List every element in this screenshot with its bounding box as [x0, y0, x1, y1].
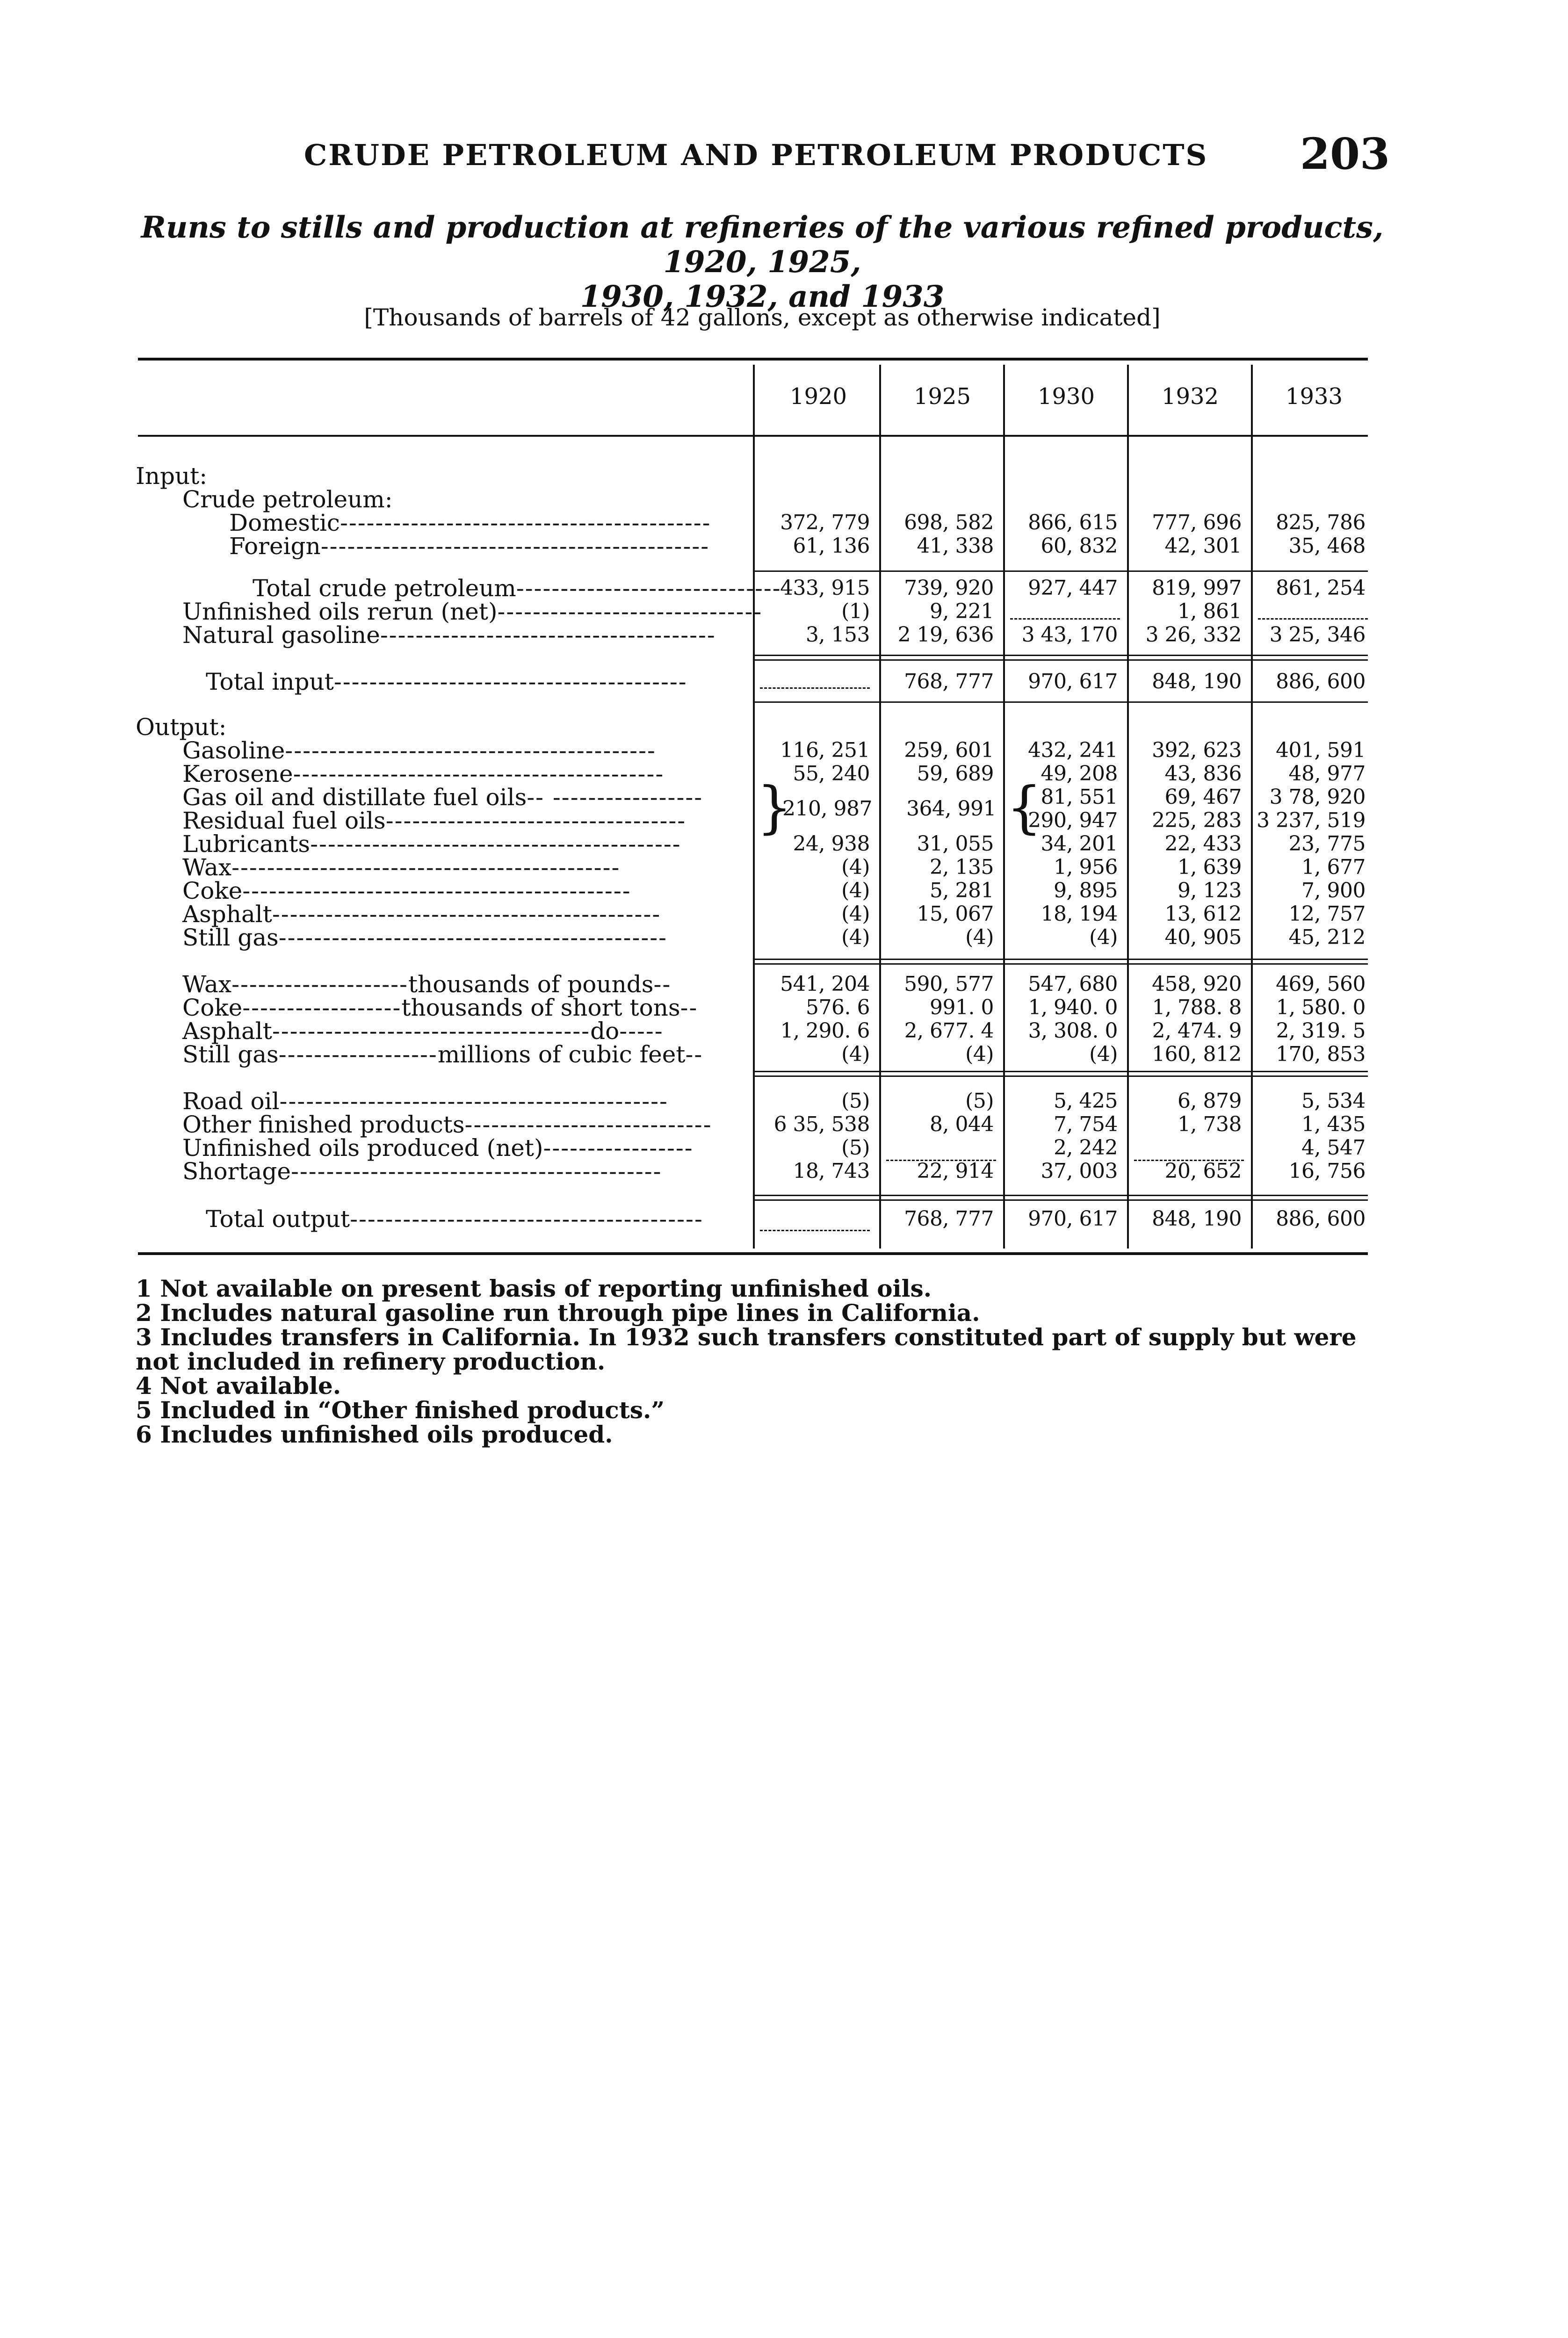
- row-label: Output:: [136, 714, 227, 741]
- row-label: Crude petroleum:: [182, 486, 393, 513]
- row-label-text: Coke: [182, 877, 243, 904]
- table-cell: 45, 212: [1288, 925, 1366, 949]
- table-cell: 61, 136: [793, 534, 870, 558]
- group-rule: [753, 659, 1368, 661]
- table-cell: 290, 947: [1028, 808, 1118, 832]
- table-cell: 1, 956: [1054, 855, 1118, 879]
- row-label: Still gas--------------------------------------------: [182, 924, 668, 951]
- table-cell: 698, 582: [904, 511, 994, 534]
- group-rule: [753, 1071, 1368, 1072]
- table-caption: [136, 210, 1389, 314]
- row-label: Unfinished oils produced (net)-----------------: [182, 1134, 694, 1162]
- table-cell: 55, 240: [793, 762, 870, 786]
- group-rule: [753, 1199, 1368, 1201]
- brace-icon: }: [757, 775, 793, 840]
- row-unit: thousands of pounds: [408, 971, 654, 998]
- row-label-text: Gasoline: [182, 737, 285, 764]
- table-cell: 5, 281: [930, 879, 994, 902]
- row-label: Total input----------------------------------------: [206, 668, 687, 695]
- table-cell: (4): [1089, 1042, 1118, 1066]
- row-label: Still gas------------------millions of cubic feet--: [182, 1041, 703, 1068]
- table-cell: 16, 756: [1288, 1159, 1366, 1183]
- table-cell: 970, 617: [1028, 670, 1118, 693]
- table-cell: (5): [841, 1136, 870, 1160]
- col-separator: [1251, 365, 1253, 1248]
- group-rule: [753, 963, 1368, 965]
- row-label: Gasoline------------------------------------------: [182, 737, 656, 764]
- table-cell: 116, 251: [780, 738, 870, 762]
- table-cell: 3, 153: [806, 623, 870, 647]
- group-rule: [753, 1195, 1368, 1196]
- row-label: Input:: [136, 462, 208, 490]
- table-cell: 4, 547: [1301, 1136, 1366, 1160]
- empty-cell-dash: [1010, 618, 1120, 620]
- table-cell: 37, 003: [1041, 1159, 1118, 1183]
- table-cell: 2 19, 636: [897, 623, 994, 647]
- row-label: Wax--------------------thousands of pounds--: [182, 971, 672, 998]
- empty-cell-dash: [760, 1230, 870, 1231]
- table-cell: 2, 242: [1054, 1136, 1118, 1160]
- table-cell: 49, 208: [1041, 762, 1118, 786]
- table-cell: (5): [965, 1089, 994, 1113]
- table-cell: 23, 775: [1288, 832, 1366, 856]
- row-label-text: Residual fuel oils: [182, 807, 386, 834]
- group-rule: [753, 701, 1368, 703]
- table-cell: 1, 788. 8: [1152, 996, 1242, 1019]
- column-header: 1932: [1161, 383, 1219, 410]
- row-label-text: Total output: [206, 1205, 350, 1233]
- row-label-text: Road oil: [182, 1088, 280, 1115]
- row-label: Total crude petroleum------------------------------: [253, 575, 781, 602]
- footnote: 1 Not available on present basis of reporting unfinished oils.: [136, 1275, 932, 1302]
- combined-cell-1920: 210, 987: [782, 797, 872, 821]
- table-cell: 458, 920: [1152, 972, 1242, 996]
- table-cell: 6 35, 538: [773, 1112, 870, 1136]
- row-label: Kerosene------------------------------------------: [182, 760, 665, 787]
- column-header: 1930: [1037, 383, 1095, 410]
- table-cell: 2, 319. 5: [1276, 1019, 1366, 1043]
- table-cell: 35, 468: [1288, 534, 1366, 558]
- row-unit: millions of cubic feet: [437, 1041, 686, 1068]
- table-cell: 3 237, 519: [1257, 808, 1366, 832]
- table-cell: 1, 861: [1178, 599, 1242, 623]
- footnote: 5 Included in “Other finished products.”: [136, 1396, 665, 1424]
- row-label-text: Still gas: [182, 1041, 279, 1068]
- table-cell: 13, 612: [1164, 902, 1242, 926]
- row-label: Wax--------------------------------------------: [182, 854, 621, 881]
- table-cell: 9, 895: [1054, 879, 1118, 902]
- table-cell: 433, 915: [780, 576, 870, 600]
- row-label: Gas oil and distillate fuel oils-- -----------------: [182, 784, 703, 811]
- empty-cell-dash: [1258, 618, 1368, 620]
- table-cell: 225, 283: [1152, 808, 1242, 832]
- table-cell: 42, 301: [1164, 534, 1242, 558]
- table-cell: 991. 0: [930, 996, 994, 1019]
- empty-cell-dash: [760, 687, 870, 689]
- row-label: Natural gasoline--------------------------------------: [182, 621, 716, 649]
- table-cell: 69, 467: [1164, 785, 1242, 809]
- footnote: 2 Includes natural gasoline run through pipe lines in California.: [136, 1299, 980, 1327]
- row-label: Unfinished oils rerun (net)------------------------------: [182, 598, 763, 625]
- table-cell: 886, 600: [1276, 670, 1366, 693]
- table-cell: 3 25, 346: [1269, 623, 1366, 647]
- table-cell: 48, 977: [1288, 762, 1366, 786]
- table-cell: 432, 241: [1028, 738, 1118, 762]
- row-label-text: Wax: [182, 971, 232, 998]
- table-cell: 81, 551: [1041, 785, 1118, 809]
- row-label-text: Shortage: [182, 1158, 291, 1185]
- table-cell: 59, 689: [917, 762, 994, 786]
- row-label-text: Asphalt: [182, 901, 272, 928]
- table-cell: 1, 290. 6: [780, 1019, 870, 1043]
- column-header: 1925: [913, 383, 971, 410]
- group-rule: [753, 570, 1368, 572]
- table-cell: 22, 433: [1164, 832, 1242, 856]
- table-cell: 8, 044: [930, 1112, 994, 1136]
- table-cell: 3 43, 170: [1021, 623, 1118, 647]
- row-label: Domestic------------------------------------------: [229, 509, 711, 536]
- footnote: 3 Includes transfers in California. In 1932 such transfers constituted part of supply but were not included in refinery production.: [136, 1323, 1357, 1375]
- row-label: Road oil--------------------------------------------: [182, 1088, 668, 1115]
- table-cell: 372, 779: [780, 511, 870, 534]
- row-label-text: Unfinished oils produced (net): [182, 1134, 543, 1162]
- row-label-text: Foreign: [229, 533, 321, 560]
- table-cell: 15, 067: [917, 902, 994, 926]
- row-label-text: Lubricants: [182, 830, 311, 858]
- col-separator: [1003, 365, 1005, 1248]
- column-header: 1933: [1285, 383, 1343, 410]
- table-cell: 7, 754: [1054, 1112, 1118, 1136]
- row-label-text: Natural gasoline: [182, 621, 380, 649]
- column-header: 1920: [789, 383, 847, 410]
- table-cell: 20, 652: [1164, 1159, 1242, 1183]
- table-cell: (4): [965, 1042, 994, 1066]
- table-cell: 1, 738: [1178, 1112, 1242, 1136]
- table-cell: (4): [1089, 925, 1118, 949]
- row-label: Residual fuel oils----------------------------------: [182, 807, 686, 834]
- row-label-text: Total input: [206, 668, 334, 695]
- table-cell: 3 78, 920: [1269, 785, 1366, 809]
- table-cell: (4): [841, 879, 870, 902]
- table-cell: (4): [841, 855, 870, 879]
- group-rule: [753, 959, 1368, 960]
- table-cell: 848, 190: [1152, 670, 1242, 693]
- table-cell: 392, 623: [1152, 738, 1242, 762]
- row-label-text: Asphalt: [182, 1017, 272, 1045]
- table-cell: 547, 680: [1028, 972, 1118, 996]
- running-head: CRUDE PETROLEUM AND PETROLEUM PRODUCTS: [304, 138, 1208, 172]
- table-cell: 927, 447: [1028, 576, 1118, 600]
- row-unit: do: [590, 1017, 620, 1045]
- table-cell: 31, 055: [917, 832, 994, 856]
- table-cell: 6, 879: [1178, 1089, 1242, 1113]
- row-label-text: Still gas: [182, 924, 279, 951]
- table-cell: 3, 308. 0: [1028, 1019, 1118, 1043]
- group-rule: [753, 655, 1368, 656]
- combined-cell-1925: 364, 991: [906, 797, 996, 821]
- unit-note: [Thousands of barrels of 42 gallons, except as otherwise indicated]: [364, 304, 1161, 331]
- row-label-text: Wax: [182, 854, 232, 881]
- row-label-text: Other finished products: [182, 1111, 465, 1138]
- table-cell: 861, 254: [1276, 576, 1366, 600]
- table-cell: (5): [841, 1089, 870, 1113]
- row-label: Coke--------------------------------------------: [182, 877, 631, 904]
- footnote: 4 Not available.: [136, 1372, 341, 1400]
- table-cell: 41, 338: [917, 534, 994, 558]
- table-cell: 1, 580. 0: [1276, 996, 1366, 1019]
- table-cell: 825, 786: [1276, 511, 1366, 534]
- table-cell: 24, 938: [793, 832, 870, 856]
- table-cell: 576. 6: [806, 996, 870, 1019]
- table-cell: 40, 905: [1164, 925, 1242, 949]
- table-cell: 9, 221: [930, 599, 994, 623]
- table-cell: 2, 677. 4: [904, 1019, 994, 1043]
- table-cell: 768, 777: [904, 1207, 994, 1231]
- group-rule: [753, 1075, 1368, 1077]
- table-cell: 848, 190: [1152, 1207, 1242, 1231]
- table-cell: 739, 920: [904, 576, 994, 600]
- col-separator: [879, 365, 881, 1248]
- footnote: 6 Includes unfinished oils produced.: [136, 1421, 613, 1448]
- row-label: Shortage------------------------------------------: [182, 1158, 662, 1185]
- table-cell: (4): [841, 902, 870, 926]
- brace-icon: {: [1006, 775, 1042, 840]
- table-cell: 60, 832: [1041, 534, 1118, 558]
- table-cell: 5, 534: [1301, 1089, 1366, 1113]
- row-label: Foreign--------------------------------------------: [229, 533, 710, 560]
- col-separator: [1127, 365, 1129, 1248]
- table-cell: 970, 617: [1028, 1207, 1118, 1231]
- table-cell: 18, 194: [1041, 902, 1118, 926]
- row-label-text: Coke: [182, 994, 243, 1021]
- table-cell: (1): [841, 599, 870, 623]
- table-cell: 2, 135: [930, 855, 994, 879]
- table-cell: 12, 757: [1288, 902, 1366, 926]
- table-cell: 590, 577: [904, 972, 994, 996]
- table-cell: 866, 615: [1028, 511, 1118, 534]
- row-label-text: Gas oil and distillate fuel oils: [182, 784, 527, 811]
- row-label: Asphalt--------------------------------------------: [182, 901, 661, 928]
- table-cell: 3 26, 332: [1145, 623, 1242, 647]
- table-cell: (4): [841, 1042, 870, 1066]
- table-cell: 160, 812: [1152, 1042, 1242, 1066]
- table-cell: 43, 836: [1164, 762, 1242, 786]
- table-bottom-rule: [138, 1252, 1368, 1255]
- table-cell: (4): [841, 925, 870, 949]
- row-unit: thousands of short tons: [401, 994, 680, 1021]
- row-label: Total output----------------------------------------: [206, 1205, 703, 1233]
- caption-line-1: Runs to stills and production at refineries of the various refined products, 1920, 1925,: [141, 210, 1384, 280]
- table-cell: 886, 600: [1276, 1207, 1366, 1231]
- table-cell: 22, 914: [917, 1159, 994, 1183]
- row-label: Lubricants------------------------------------------: [182, 830, 681, 858]
- table-cell: 1, 940. 0: [1028, 996, 1118, 1019]
- table-cell: 7, 900: [1301, 879, 1366, 902]
- table-cell: 777, 696: [1152, 511, 1242, 534]
- table-cell: 9, 123: [1178, 879, 1242, 902]
- table-cell: 469, 560: [1276, 972, 1366, 996]
- table-cell: 1, 639: [1178, 855, 1242, 879]
- row-label: Coke------------------thousands of short tons--: [182, 994, 698, 1021]
- table-cell: 541, 204: [780, 972, 870, 996]
- table-cell: 259, 601: [904, 738, 994, 762]
- table-cell: 1, 435: [1301, 1112, 1366, 1136]
- table-cell: 1, 677: [1301, 855, 1366, 879]
- table-cell: (4): [965, 925, 994, 949]
- row-label: Asphalt------------------------------------do-----: [182, 1017, 664, 1045]
- table-cell: 819, 997: [1152, 576, 1242, 600]
- row-label-text: Domestic: [229, 509, 340, 536]
- col-separator: [753, 365, 755, 1248]
- table-cell: 34, 201: [1041, 832, 1118, 856]
- row-label-text: Kerosene: [182, 760, 293, 787]
- table-cell: 2, 474. 9: [1152, 1019, 1242, 1043]
- table-top-rule: [138, 358, 1368, 361]
- table-cell: 18, 743: [793, 1159, 870, 1183]
- row-label: Other finished products----------------------------: [182, 1111, 712, 1138]
- row-label-text: Total crude petroleum: [253, 575, 516, 602]
- caption-line-2: 1930, 1932, and 1933: [580, 279, 945, 314]
- table-cell: 768, 777: [904, 670, 994, 693]
- table-cell: 401, 591: [1276, 738, 1366, 762]
- table-cell: 170, 853: [1276, 1042, 1366, 1066]
- page-number: 203: [1300, 129, 1390, 179]
- row-label-text: Unfinished oils rerun (net): [182, 598, 498, 625]
- table-cell: 5, 425: [1054, 1089, 1118, 1113]
